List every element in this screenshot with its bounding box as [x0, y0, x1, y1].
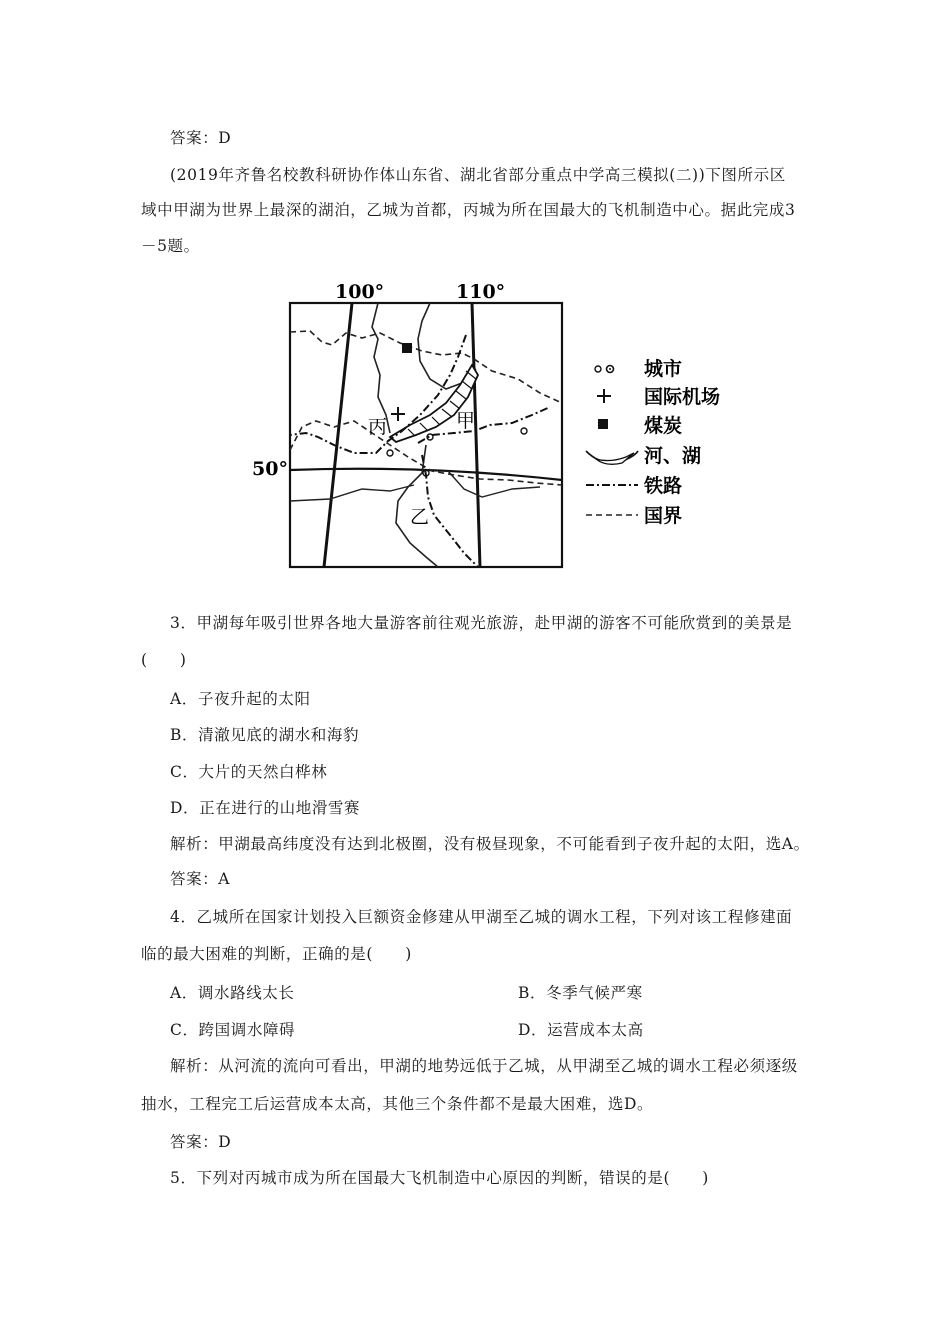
q3-analysis: 解析：甲湖最高纬度没有达到北极圈，没有极昼现象，不可能看到子夜升起的太阳，选A。 [170, 835, 810, 853]
q4-options-row-2 [170, 1020, 644, 1040]
lat-label-50: 50° [252, 458, 288, 480]
meridian-100 [324, 303, 352, 567]
coal-icon [598, 419, 608, 429]
q5-stem-line-1: 5．下列对丙城市成为所在国最大飞机制造中心原因的判断，错误的是( ) [170, 1169, 709, 1187]
map-legend [586, 357, 720, 527]
q4-option-b: B．冬季气候严寒 [518, 984, 643, 1002]
map-figure [250, 275, 730, 575]
q3-option-b: B．清澈见底的湖水和海豹 [170, 726, 360, 744]
q3-option-d: D．正在进行的山地滑雪赛 [170, 799, 361, 817]
airport-icon [597, 389, 611, 403]
intro-line-1: (2019年齐鲁名校教科研协作体山东省、湖北省部分重点中学高三模拟(二))下图所示区 [170, 166, 786, 184]
q4-option-c: C．跨国调水障碍 [170, 1021, 296, 1039]
q3-answer: 答案：A [170, 870, 231, 888]
legend-label-airport: 国际机场 [644, 386, 721, 408]
coal-symbol [402, 343, 412, 353]
river [448, 471, 540, 497]
city-symbol [521, 428, 527, 434]
meridian-110 [472, 303, 480, 567]
intro-line-3: －5题。 [141, 237, 200, 255]
legend-label-coal: 煤炭 [644, 415, 683, 437]
q4-option-d: D．运营成本太高 [518, 1021, 644, 1039]
q4-options-row-1 [170, 983, 643, 1003]
river [372, 303, 390, 433]
q4-analysis-line-1: 解析：从河流的流向可看出，甲湖的地势远低于乙城，从甲湖至乙城的调水工程必须逐级 [170, 1057, 798, 1075]
lon-label-110: 110° [456, 281, 506, 303]
q4-analysis-line-2: 抽水，工程完工后运营成本太高，其他三个条件都不是最大困难，选D。 [141, 1095, 654, 1113]
legend-label-railway: 铁路 [644, 475, 683, 497]
river-lake-icon [586, 451, 638, 464]
legend-label-border: 国界 [644, 505, 683, 527]
q3-stem-line-1: 3．甲湖每年吸引世界各地大量游客前往观光旅游，赴甲湖的游客不可能欣赏到的美景是 [170, 614, 793, 632]
q2-answer: 答案：D [170, 129, 232, 147]
border-line [290, 331, 562, 403]
river [290, 485, 414, 501]
intro-line-2: 域中甲湖为世界上最深的湖泊，乙城为首都，丙城为所在国最大的飞机制造中心。据此完成3 [141, 201, 796, 219]
city-symbol [387, 450, 393, 456]
q3-option-a: A．子夜升起的太阳 [170, 690, 311, 708]
q4-stem-line-1: 4．乙城所在国家计划投入巨额资金修建从甲湖至乙城的调水工程，下列对该工程修建面 [170, 908, 793, 926]
q4-stem-line-2: 临的最大困难的判断，正确的是( ) [141, 945, 412, 963]
lon-label-100: 100° [335, 281, 385, 303]
city-icon [595, 366, 614, 373]
label-jia: 甲 [456, 410, 476, 432]
q4-answer: 答案：D [170, 1133, 232, 1151]
q3-option-c: C．大片的天然白桦林 [170, 763, 328, 781]
legend-label-river-lake: 河、湖 [644, 445, 702, 467]
legend-label-city: 城市 [644, 358, 683, 380]
airport-symbol [391, 407, 405, 421]
q3-stem-line-2: ( ) [141, 651, 187, 669]
q4-option-a: A．调水路线太长 [170, 984, 295, 1002]
label-yi: 乙 [410, 506, 430, 528]
label-bing: 丙 [368, 416, 388, 438]
